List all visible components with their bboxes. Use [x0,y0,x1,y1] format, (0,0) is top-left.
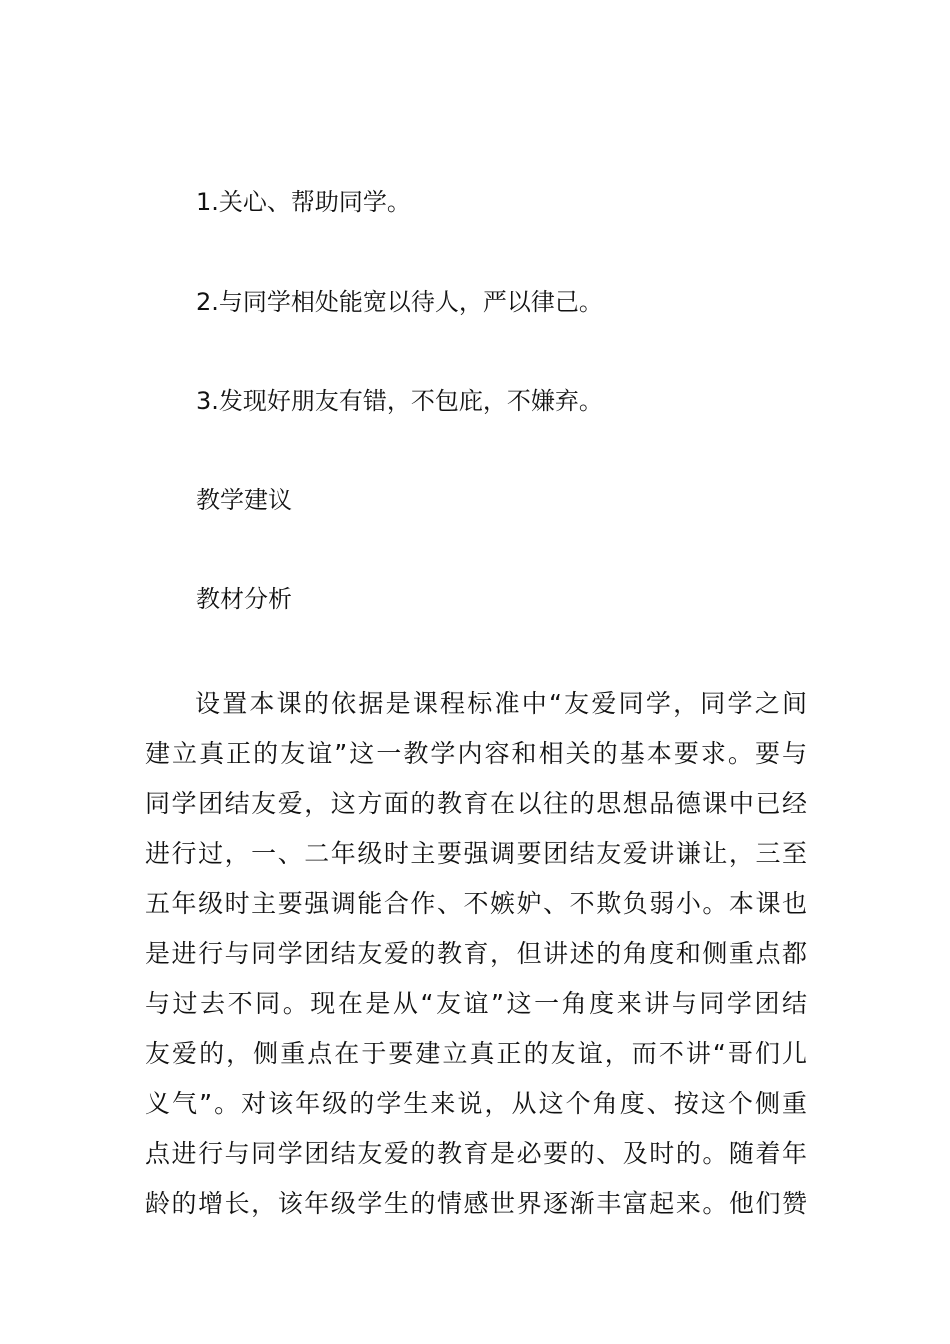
paragraph-line: 五年级时主要强调能合作、不嫉妒、不欺负弱小。本课也 [145,889,807,918]
paragraph-line: 点进行与同学团结友爱的教育是必要的、及时的。随着年 [145,1139,807,1168]
paragraph-line: 设置本课的依据是课程标准中“友爱同学，同学之间 [195,689,807,718]
list-item: 3.发现好朋友有错，不包庇，不嫌弃。 [196,387,603,415]
section-heading-analysis: 教材分析 [196,585,292,613]
paragraph-line: 是进行与同学团结友爱的教育，但讲述的角度和侧重点都 [145,939,807,968]
paragraph-line: 义气”。对该年级的学生来说，从这个角度、按这个侧重 [145,1089,807,1118]
paragraph-line: 同学团结友爱，这方面的教育在以往的思想品德课中已经 [145,789,807,818]
paragraph-line: 友爱的，侧重点在于要建立真正的友谊，而不讲“哥们儿 [145,1039,807,1068]
section-heading-suggestions: 教学建议 [196,486,292,514]
list-item: 1.关心、帮助同学。 [196,188,411,216]
body-paragraph [145,679,807,1229]
paragraph-line: 进行过，一、二年级时主要强调要团结友爱讲谦让，三至 [145,839,807,868]
paragraph-line: 龄的增长，该年级学生的情感世界逐渐丰富起来。他们赞 [145,1189,807,1218]
paragraph-line: 与过去不同。现在是从“友谊”这一角度来讲与同学团结 [145,989,807,1018]
paragraph-line: 建立真正的友谊”这一教学内容和相关的基本要求。要与 [145,739,807,768]
list-item: 2.与同学相处能宽以待人，严以律己。 [196,288,603,316]
